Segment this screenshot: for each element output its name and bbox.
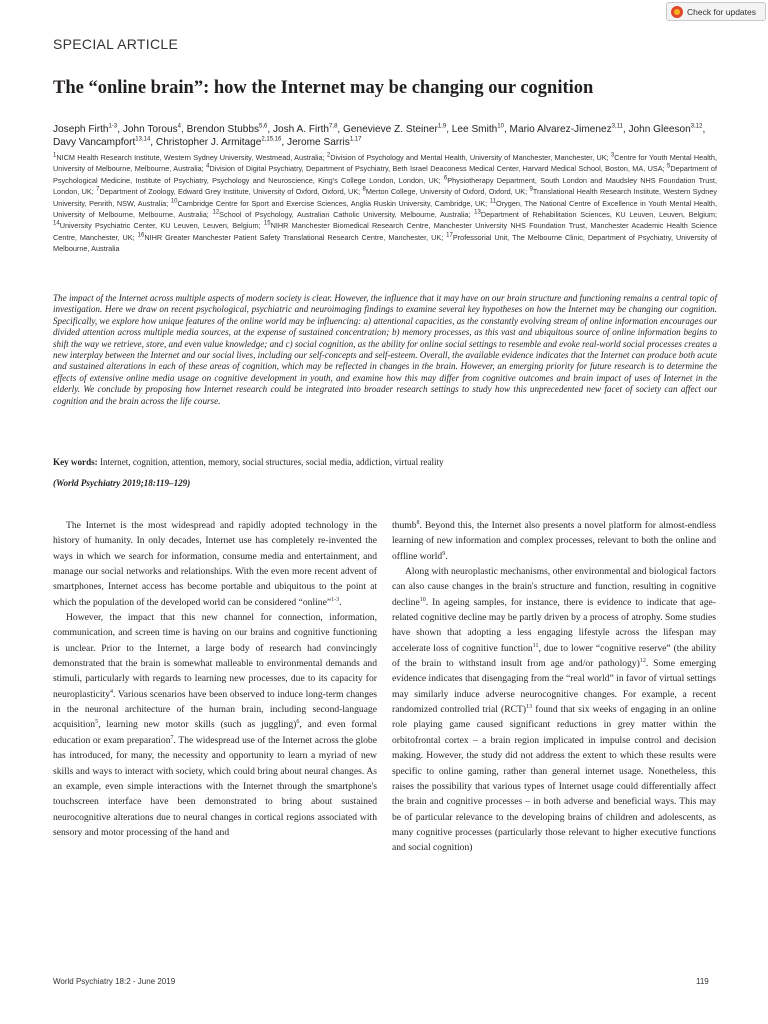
reference-marker: 9 bbox=[442, 550, 446, 557]
author-affiliation-marker: 2,15,16 bbox=[261, 136, 282, 143]
reference-marker: 8 bbox=[416, 519, 420, 526]
body-text: . In ageing samples, for instance, there is evidence to indicate that age-related cognitive decline may be partly driven by a process of atrophy. Some studies have shown that adopting a less engaging lifestyle across the lifespan may accelerate loss of cognitive function bbox=[392, 596, 716, 654]
affiliation-text: Department of Psychological Medicine, Institute of Psychiatry, Psychology and Neuroscience, King's College London, London, UK; bbox=[53, 164, 717, 185]
reference-marker: 1-3 bbox=[331, 596, 340, 603]
check-for-updates-label: Check for updates bbox=[687, 6, 756, 17]
affiliation-text: School of Psychology, Australian Catholic University, Melbourne, Australia; bbox=[219, 210, 475, 220]
body-paragraph bbox=[53, 518, 377, 610]
affiliation-number: 14 bbox=[53, 221, 60, 228]
reference-marker: 4 bbox=[110, 688, 114, 695]
author-name: John Torous bbox=[122, 124, 178, 135]
author-name: Lee Smith bbox=[451, 124, 498, 135]
author-name: Joseph Firth bbox=[53, 124, 109, 135]
body-text: . bbox=[339, 596, 342, 608]
affiliation-text: NIHR Manchester Biomedical Research Centre, Manchester University NHS Foundation Trust, Manchester Academic Health Science Centre, Manchester, UK; bbox=[53, 221, 718, 242]
affiliation-number: 8 bbox=[362, 186, 366, 193]
author-affiliation-marker: 1,9 bbox=[437, 123, 447, 130]
keywords-label: Key words: bbox=[53, 457, 98, 467]
author-name: Christopher J. Armitage bbox=[155, 137, 262, 148]
body-text: The Internet is the most widespread and rapidly adopted technology in the history of humanity. In only decades, Internet use has completely re-invented the ways in which we search for information, consume media and entertainment, and manage our social networks and relationships. With the even more recent advent of smartphones, Internet access has become portable and ubiquitous to the point at which the population of the developed world can be considered “online” bbox=[53, 520, 377, 608]
affiliation-text: Cambridge Centre for Sport and Exercise Sciences, Anglia Ruskin University, Cambridge, UK; bbox=[177, 198, 490, 208]
body-text: found that six weeks of engaging in an online role playing game caused significant reductions in grey matter within the orbitofrontal cortex – a brain region implicated in impulse control and decision making. However, the study did not address the extent to which these results were specific to online gaming, rather than general internet usage. Nonetheless, this raises the possibility that various types of Internet usage could differentially affect the brain and cognitive processes – in both adverse and beneficial ways. This may be of particular relevance to the developing brains of children and adolescents, as many cognitive processes (particularly those relevant to higher executive functions and social cognition) bbox=[392, 704, 716, 854]
footer-journal: World Psychiatry 18:2 - June 2019 bbox=[53, 977, 176, 986]
affiliation-text: Orygen, The National Centre of Excellence in Youth Mental Health, University of Melbourne, Melbourne, Australia; bbox=[53, 198, 717, 220]
affiliation-text: Department of Zoology, Edward Grey Institute, University of Oxford, Oxford, UK; bbox=[99, 187, 363, 197]
body-text: However, the impact that this new channel for connection, information, communication, and screen time is having on our brains and cognitive functioning is unclear. Prior to the Internet, a large body of research had convincingly demonstrated that the brain is somewhat malleable to environmental demands and stimuli, particularly with regards to learning new processes, due to its capacity for neuroplasticity bbox=[53, 612, 377, 700]
body-text: Along with neuroplastic mechanisms, other environmental and biological factors can also cause changes in the brain's structure and function, resulting in cognitive decline bbox=[392, 566, 716, 608]
body-text: . The widespread use of the Internet across the globe has introduced, for many, the necessity and opportunity to learn a myriad of new skills and ways to interact with society, which could bring about neural changes. As an example, even simple interactions with the Internet through the smartphone's touchscreen interface have been demonstrated to bring about sustained neurocognitive alterations due to neural changes in cortical regions associated with sensory and motor processing of the hand and bbox=[53, 734, 377, 838]
body-text: . bbox=[445, 550, 448, 562]
keywords-text: Internet, cognition, attention, memory, social structures, social media, addiction, virtual reality bbox=[97, 457, 444, 467]
body-text: . Beyond this, the Internet also presents a novel platform for almost-endless learning of new information and complex processes, relevant to both the online and offline world bbox=[392, 520, 716, 562]
affiliation-number: 9 bbox=[529, 186, 533, 193]
affiliation-text: Merton College, University of Oxford, Oxford, UK; bbox=[365, 187, 530, 197]
affiliation-text: Professorial Unit, The Melbourne Clinic, Department of Psychiatry, University of Melbourne, Australia bbox=[53, 232, 717, 254]
author-name: Jerome Sarris bbox=[287, 137, 350, 148]
affiliation-number: 5 bbox=[667, 163, 671, 170]
body-text: , due to lower “cognitive reserve” (the ability of the brain to withstand insult from age and/or pathology) bbox=[392, 642, 716, 670]
author-name: Brendon Stubbs bbox=[186, 124, 259, 135]
affiliation-text: NIHR Greater Manchester Patient Safety Translational Research Centre, Manchester, UK; bbox=[144, 232, 447, 242]
author-affiliation-marker: 4 bbox=[177, 123, 181, 130]
body-column-right bbox=[392, 518, 716, 856]
author-affiliation-marker: 7,8 bbox=[329, 123, 338, 130]
keywords bbox=[53, 456, 717, 468]
affiliation-number: 3 bbox=[610, 152, 615, 159]
affiliation-text: University Psychiatric Center, KU Leuven, Leuven, Belgium; bbox=[59, 221, 264, 231]
body-paragraph bbox=[53, 610, 377, 840]
reference-marker: 7 bbox=[170, 734, 174, 741]
author-affiliation-marker: 10 bbox=[497, 123, 504, 130]
reference-marker: 6 bbox=[296, 719, 300, 726]
author-affiliation-marker: 5,6 bbox=[259, 123, 268, 130]
affiliations bbox=[53, 152, 717, 255]
affiliation-number: 12 bbox=[212, 209, 220, 216]
body-column-left bbox=[53, 518, 377, 840]
affiliation-text: Centre for Youth Mental Health, University of Melbourne, Melbourne, Australia; bbox=[53, 153, 717, 174]
author-name: John Gleeson bbox=[628, 124, 691, 135]
affiliation-number: 11 bbox=[489, 198, 497, 205]
author-affiliation-marker: 3,12 bbox=[690, 123, 703, 130]
author-affiliation-marker: 13,14 bbox=[135, 136, 151, 143]
affiliation-text: Translational Health Research Institute, Western Sydney University, Penrith, NSW, Australia; bbox=[53, 187, 717, 208]
affiliation-number: 10 bbox=[170, 198, 178, 205]
affiliation-number: 17 bbox=[446, 232, 453, 239]
affiliation-number: 1 bbox=[53, 152, 57, 159]
affiliation-number: 4 bbox=[206, 163, 210, 170]
affiliation-number: 2 bbox=[326, 152, 331, 159]
body-paragraph bbox=[392, 564, 716, 856]
body-text: , learning new motor skills (such as juggling) bbox=[98, 719, 297, 731]
citation: (World Psychiatry 2019;18:119–129) bbox=[53, 478, 191, 488]
body-paragraph bbox=[392, 518, 716, 564]
reference-marker: 13 bbox=[526, 703, 533, 710]
affiliation-number: 6 bbox=[443, 175, 448, 182]
body-text: . Various scenarios have been observed to induce long-term changes in the neuronal architecture of the human brain, including second-language acquisition bbox=[53, 688, 377, 731]
affiliation-number: 16 bbox=[137, 232, 145, 239]
author-affiliation-marker: 1-3 bbox=[108, 123, 118, 130]
affiliation-text: Department of Rehabilitation Sciences, KU Leuven, Leuven, Belgium; bbox=[480, 210, 718, 220]
author-name: Mario Alvarez-Jimenez bbox=[509, 124, 612, 135]
article-title: The “online brain”: how the Internet may be changing our cognition bbox=[53, 78, 594, 98]
abstract: The impact of the Internet across multiple aspects of modern society is clear. However, the influence that it may have on our brain structure and functioning remains a central topic of investigation. Here we draw on recent psychological, psychiatric and neuroimaging findings to examine several key hypotheses on how the Internet may be changing our cognition. Specifically, we explore how unique features of the online world may be influencing: a) attentional capacities, as the constantly evolving stream of online information encourages our divided attention across multiple media sources, at the expense of sustained concentration; b) memory processes, as this vast and ubiquitous source of online information begins to shift the way we retrieve, store, and even value knowledge; and c) social cognition, as the ability for online social settings to resemble and evoke real-world social processes creates a new interplay between the Internet and our social lives, including our self-concepts and self-esteem. Overall, the available evidence indicates that the Internet can produce both acute and sustained alterations in each of these areas of cognition, which may be reflected in changes in the brain. However, an emerging priority for future research is to determine the effects of extensive online media usage on cognitive development in youth, and examine how this may differ from cognitive outcomes and brain impact of uses of Internet in the elderly. We conclude by proposing how Internet research could be integrated into broader research settings to study how this unprecedented new facet of society can affect our cognition and the brain across the life course. bbox=[53, 293, 717, 406]
section-label: SPECIAL ARTICLE bbox=[53, 36, 179, 52]
affiliation-number: 15 bbox=[263, 221, 271, 228]
affiliation-text: Division of Psychology and Mental Health, University of Manchester, Manchester, UK; bbox=[330, 153, 611, 162]
affiliation-text: NICM Health Research Institute, Western Sydney University, Westmead, Australia; bbox=[56, 153, 327, 162]
check-for-updates-button[interactable] bbox=[666, 2, 766, 21]
reference-marker: 11 bbox=[532, 642, 539, 649]
body-text: , and even formal education or exam preparation bbox=[53, 719, 377, 746]
body-text: thumb bbox=[392, 520, 417, 531]
author-name: Josh A. Firth bbox=[272, 124, 330, 135]
affiliation-text: Division of Digital Psychiatry, Department of Psychiatry, Beth Israel Deaconess Medical Center, Harvard Medical School, Boston, MA, USA; bbox=[209, 164, 668, 174]
author-list: Joseph Firth$^{1-3}$, John Torous$^4$, Brendon Stubbs$^{5,6}$, Josh A. Firth$^{7,8}$, Genevieve Z. Steiner$^{1,9}$, Lee Smith$^{10}$, Mario Alvarez-Jimenez$^{3,11}$, John Gleeson$^{3,12}$, Davy Vancampfort$^{13,14}$, Christopher J. Armitage$^{2,15,16}$, Jerome Sarris$^{1,17}$ bbox=[53, 123, 706, 148]
reference-marker: 10 bbox=[419, 596, 426, 603]
reference-marker: 12 bbox=[639, 657, 646, 664]
affiliation-number: 7 bbox=[96, 186, 100, 193]
author-affiliation-marker: 1,17 bbox=[349, 136, 362, 143]
crossmark-icon bbox=[671, 6, 683, 18]
author-name: Davy Vancampfort bbox=[53, 137, 136, 148]
footer-page-number: 119 bbox=[696, 977, 709, 986]
affiliation-number: 13 bbox=[474, 209, 481, 216]
body-text: . Some emerging evidence indicates that disengaging from the “real world” in favor of virtual settings may similarly induce adverse neurocognitive changes. For example, a recent randomized controlled trial (RCT) bbox=[392, 658, 716, 716]
affiliation-text: Physiotherapy Department, South London and Maudsley NHS Foundation Trust, London, UK; bbox=[53, 175, 717, 197]
reference-marker: 5 bbox=[95, 719, 99, 726]
author-affiliation-marker: 3,11 bbox=[611, 123, 623, 130]
author-name: Genevieve Z. Steiner bbox=[343, 124, 438, 135]
